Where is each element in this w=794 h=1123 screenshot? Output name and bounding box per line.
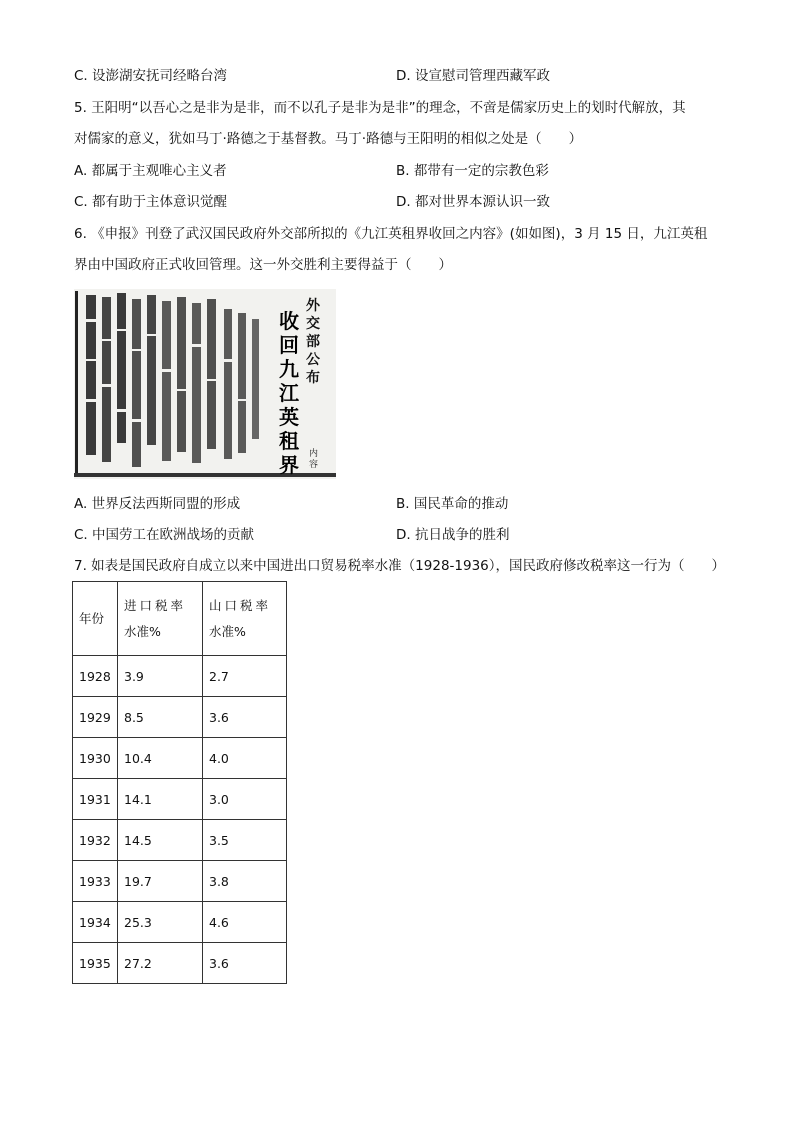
q5-option-d: D. 都对世界本源认识一致: [396, 194, 550, 210]
cell-import: 27.2: [118, 943, 203, 984]
cell-import: 19.7: [118, 861, 203, 902]
cell-import: 14.1: [118, 779, 203, 820]
cell-export: 3.6: [203, 943, 287, 984]
clipping-headline-col2: 收回九江英租界: [279, 309, 299, 477]
q5-stem-line2: 对儒家的意义，犹如马丁·路德之于基督教。马丁·路德与王阳明的相似之处是（ ）: [74, 131, 583, 147]
table-header-row: [73, 582, 287, 656]
table-row: [73, 656, 287, 697]
header-import-rate: 进口税率 水准%: [118, 582, 203, 656]
table-row: [73, 861, 287, 902]
q7-stem: 7. 如表是国民政府自成立以来中国进出口贸易税率水准（1928-1936），国民政府修改税率这一行为（ ）: [74, 558, 726, 574]
q6-stem-line1: 6. 《申报》刊登了武汉国民政府外交部所拟的《九江英租界收回之内容》(如如图)，3 月 15 日，九江英租: [74, 226, 708, 242]
q5-option-b: B. 都带有一定的宗教色彩: [396, 163, 549, 179]
cell-year: 1929: [73, 697, 118, 738]
table-row: [73, 902, 287, 943]
cell-export: 3.6: [203, 697, 287, 738]
q5-option-a: A. 都属于主观唯心主义者: [74, 163, 227, 179]
cell-import: 8.5: [118, 697, 203, 738]
table-row: [73, 779, 287, 820]
table-row: [73, 738, 287, 779]
header-year: 年份: [73, 582, 118, 656]
cell-year: 1933: [73, 861, 118, 902]
cell-export: 3.0: [203, 779, 287, 820]
q5-option-c: C. 都有助于主体意识觉醒: [74, 194, 228, 210]
cell-export: 4.6: [203, 902, 287, 943]
cell-year: 1930: [73, 738, 118, 779]
table-row: [73, 697, 287, 738]
cell-import: 25.3: [118, 902, 203, 943]
cell-export: 3.5: [203, 820, 287, 861]
cell-export: 3.8: [203, 861, 287, 902]
q6-option-b: B. 国民革命的推动: [396, 496, 509, 512]
cell-export: 2.7: [203, 656, 287, 697]
q6-option-c: C. 中国劳工在欧洲战场的贡献: [74, 527, 255, 543]
table-row: [73, 820, 287, 861]
newspaper-clipping-image: [74, 289, 336, 479]
cell-year: 1932: [73, 820, 118, 861]
tax-rate-table: [72, 581, 287, 984]
cell-import: 3.9: [118, 656, 203, 697]
cell-year: 1931: [73, 779, 118, 820]
header-export-rate: 山口税率 水准%: [203, 582, 287, 656]
q6-stem-line2: 界由中国政府正式收回管理。这一外交胜利主要得益于（ ）: [74, 257, 452, 273]
clipping-headline-col1: 外交部公布: [306, 298, 320, 386]
q4-option-d: D. 设宣慰司管理西藏军政: [396, 68, 550, 84]
cell-export: 4.0: [203, 738, 287, 779]
q4-option-c: C. 设澎湖安抚司经略台湾: [74, 68, 228, 84]
clipping-headline-col3: 内容: [309, 449, 319, 470]
cell-import: 10.4: [118, 738, 203, 779]
q5-stem-line1: 5. 王阳明“以吾心之是非为是非，而不以孔子是非为是非”的理念，不啻是儒家历史上的划时代解放，其: [74, 100, 686, 116]
cell-import: 14.5: [118, 820, 203, 861]
cell-year: 1928: [73, 656, 118, 697]
cell-year: 1935: [73, 943, 118, 984]
cell-year: 1934: [73, 902, 118, 943]
q6-option-d: D. 抗日战争的胜利: [396, 527, 510, 543]
table-row: [73, 943, 287, 984]
q6-option-a: A. 世界反法西斯同盟的形成: [74, 496, 241, 512]
